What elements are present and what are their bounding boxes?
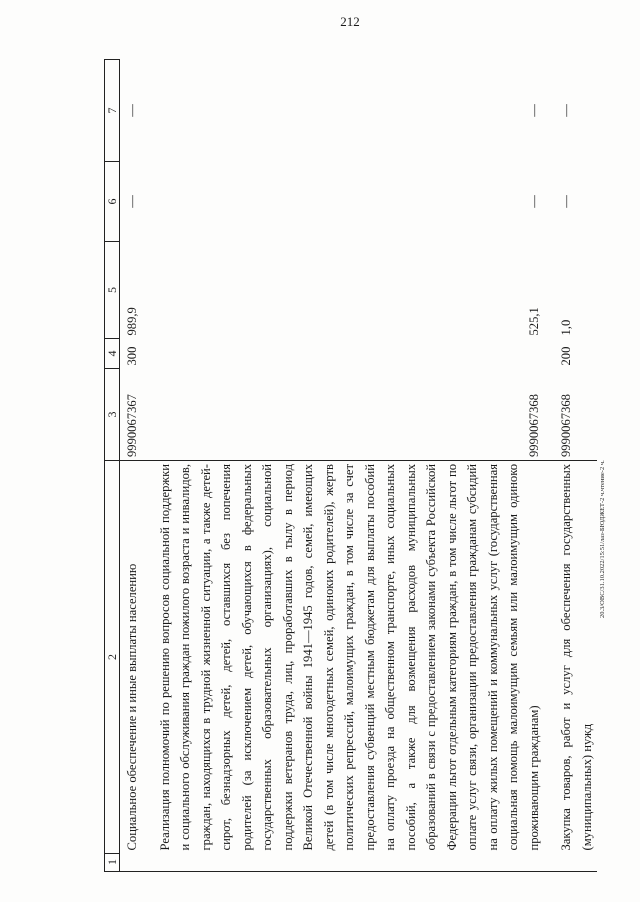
row-col6: —	[526, 195, 541, 208]
row-spacer	[544, 60, 556, 872]
row-spacer-cell	[556, 854, 597, 872]
row-spacer-cell	[120, 854, 143, 872]
spacer-cell	[143, 162, 155, 242]
row-code: 9990067367	[125, 394, 139, 457]
spacer-cell	[143, 339, 155, 369]
row-col7: —	[526, 104, 541, 117]
row-spacer-cell	[155, 854, 545, 872]
spacer-cell	[544, 461, 556, 854]
row-col7: —	[559, 104, 573, 117]
row-name: Социальное обеспечение и иные выплаты населению	[120, 461, 143, 854]
spacer-cell	[143, 60, 155, 162]
row-code: 9990067368	[559, 394, 573, 457]
row-type	[155, 339, 545, 369]
header-col-4: 4	[105, 339, 120, 369]
row-col6: —	[559, 195, 573, 208]
row-col7: —	[125, 104, 139, 117]
row-name: Реализация полномочий по решению вопросов социальной поддержки и социального обслуживания граждан пожилого возраста и инвалидов, граждан, находящихся в трудной жизненной ситуации, а также детей-сирот, безнадзорных детей, детей, оставшихся без попечения родителей (за исключением детей, обучающихся в федеральных государственных образовательных организациях), социальной поддержки ветеранов труда, лиц, проработавших в тылу в период Великой Отечественной войны 1941—1945 годов, семей, имеющих детей (в том числе многодетных семей, одиноких родителей), жертв политических репрессий, малоимущих граждан, в том числе за счет предоставления субвенций местным бюджетам для выплаты пособий на оплату проезда на общественном транспорте, иных социальных пособий, а также для возмещения расходов муниципальных образований в связи с предоставлением законами субъекта Российской Федерации льгот отдельным категориям граждан, в том числе льгот по оплате услуг связи, организации предоставления гражданам субсидий на оплату жилых помещений и коммунальных услуг (государственная социальная помощь малоимущим семьям или малоимущим одиноко проживающим гражданам)	[155, 461, 545, 854]
row-spacer	[143, 60, 155, 872]
header-col-2: 2	[105, 461, 120, 854]
row-amount: 989,9	[125, 307, 139, 336]
budget-table	[104, 59, 597, 872]
spacer-cell	[544, 854, 556, 872]
header-col-7: 7	[105, 60, 120, 162]
page-number: 212	[340, 14, 360, 29]
row-code: 9990067368	[526, 394, 541, 457]
spacer-cell	[143, 242, 155, 339]
spacer-cell	[143, 369, 155, 461]
header-col-1: 1	[105, 854, 120, 872]
document-code: 20.3/OBC/31.10.2022/15:51/лаз-БЮДЖЕТ-2 ч.чтение-2 ч.	[599, 460, 606, 618]
row-name: Закупка товаров, работ и услуг для обеспечения государственных (муниципальных) нужд	[556, 461, 597, 854]
spacer-cell	[544, 369, 556, 461]
header-col-5: 5	[105, 242, 120, 339]
header-col-6: 6	[105, 162, 120, 242]
spacer-cell	[544, 242, 556, 339]
spacer-cell	[544, 162, 556, 242]
table-header-row	[105, 60, 120, 872]
table-row	[120, 60, 143, 872]
spacer-cell	[544, 60, 556, 162]
spacer-cell	[143, 854, 155, 872]
header-col-3: 3	[105, 369, 120, 461]
spacer-cell	[143, 461, 155, 854]
row-col6: —	[125, 195, 139, 208]
table-row	[155, 60, 545, 872]
row-type: 300	[125, 346, 139, 366]
row-amount: 525,1	[526, 307, 541, 336]
budget-table-container	[104, 60, 604, 872]
row-type: 200	[559, 346, 573, 366]
spacer-cell	[544, 339, 556, 369]
table-row	[556, 60, 597, 872]
row-amount: 1,0	[559, 319, 573, 336]
